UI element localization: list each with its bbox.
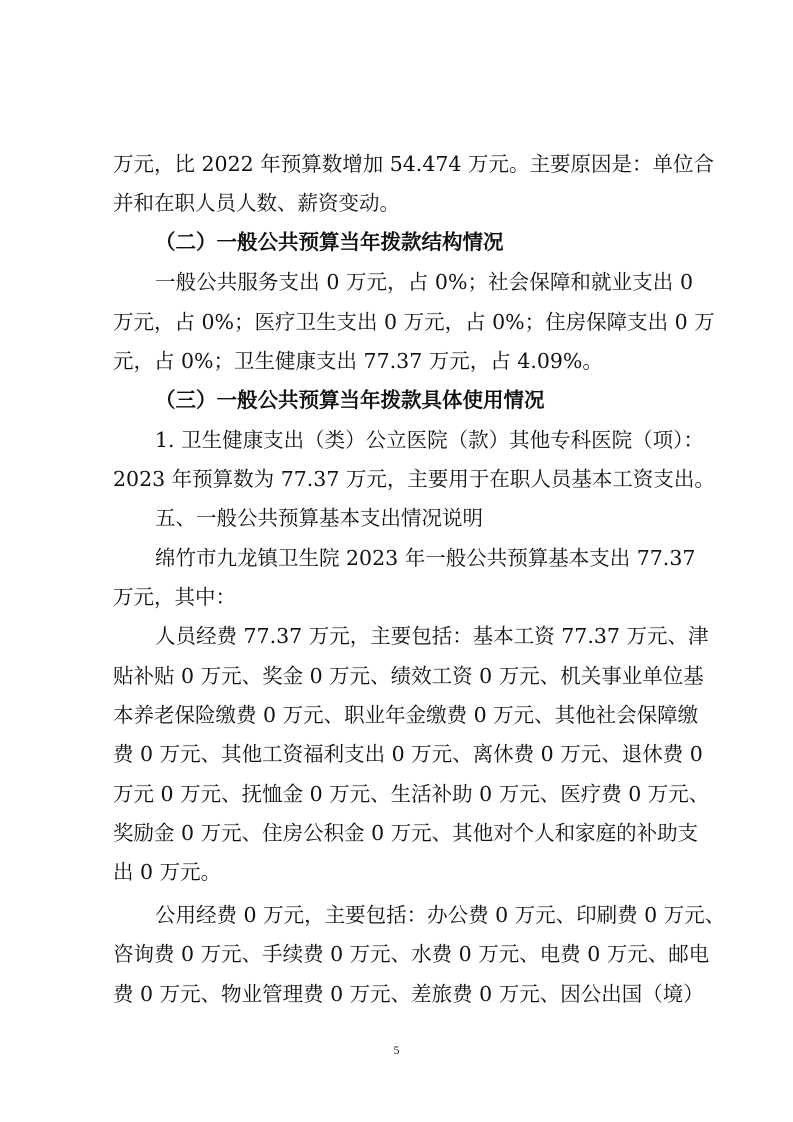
paragraph-line: 费 0 万元、物业管理费 0 万元、差旅费 0 万元、因公出国（境）	[113, 982, 704, 1006]
paragraph-line: 出 0 万元。	[113, 860, 222, 884]
paragraph-line: 万元，其中：	[113, 585, 236, 609]
section-heading: 五、一般公共预算基本支出情况说明	[155, 506, 483, 530]
paragraph-line: 费 0 万元、其他工资福利支出 0 万元、离休费 0 万元、退休费 0	[113, 742, 703, 766]
paragraph-line: 元，占 0%；卫生健康支出 77.37 万元，占 4.09%。	[113, 349, 603, 373]
paragraph-line: 奖励金 0 万元、住房公积金 0 万元、其他对个人和家庭的补助支	[113, 821, 699, 845]
paragraph-line: 万元，占 0%；医疗卫生支出 0 万元，占 0%；住房保障支出 0 万	[113, 310, 715, 334]
paragraph-line: 人员经费 77.37 万元，主要包括：基本工资 77.37 万元、津	[155, 624, 709, 648]
paragraph-line: 本养老保险缴费 0 万元、职业年金缴费 0 万元、其他社会保障缴	[113, 703, 699, 727]
paragraph-line: 1. 卫生健康支出（类）公立医院（款）其他专科医院（项）：	[155, 428, 704, 452]
paragraph-line: 公用经费 0 万元，主要包括：办公费 0 万元、印刷费 0 万元、	[155, 903, 726, 927]
paragraph-line: 一般公共服务支出 0 万元，占 0%；社会保障和就业支出 0	[155, 270, 693, 294]
section-heading: （二）一般公共预算当年拨款结构情况	[155, 230, 504, 254]
paragraph-line: 咨询费 0 万元、手续费 0 万元、水费 0 万元、电费 0 万元、邮电	[113, 942, 710, 966]
paragraph-line: 贴补贴 0 万元、奖金 0 万元、绩效工资 0 万元、机关事业单位基	[113, 664, 704, 688]
paragraph-line: 万元 0 万元、抚恤金 0 万元、生活补助 0 万元、医疗费 0 万元、	[113, 782, 710, 806]
paragraph-line: 2023 年预算数为 77.37 万元，主要用于在职人员基本工资支出。	[113, 467, 715, 491]
section-heading: （三）一般公共预算当年拨款具体使用情况	[155, 388, 545, 412]
paragraph-line: 万元，比 2022 年预算数增加 54.474 万元。主要原因是：单位合	[113, 152, 714, 176]
paragraph-line: 并和在职人员人数、薪资变动。	[113, 191, 400, 215]
page-number: 5	[393, 1043, 400, 1057]
paragraph-line: 绵竹市九龙镇卫生院 2023 年一般公共预算基本支出 77.37	[155, 546, 696, 570]
